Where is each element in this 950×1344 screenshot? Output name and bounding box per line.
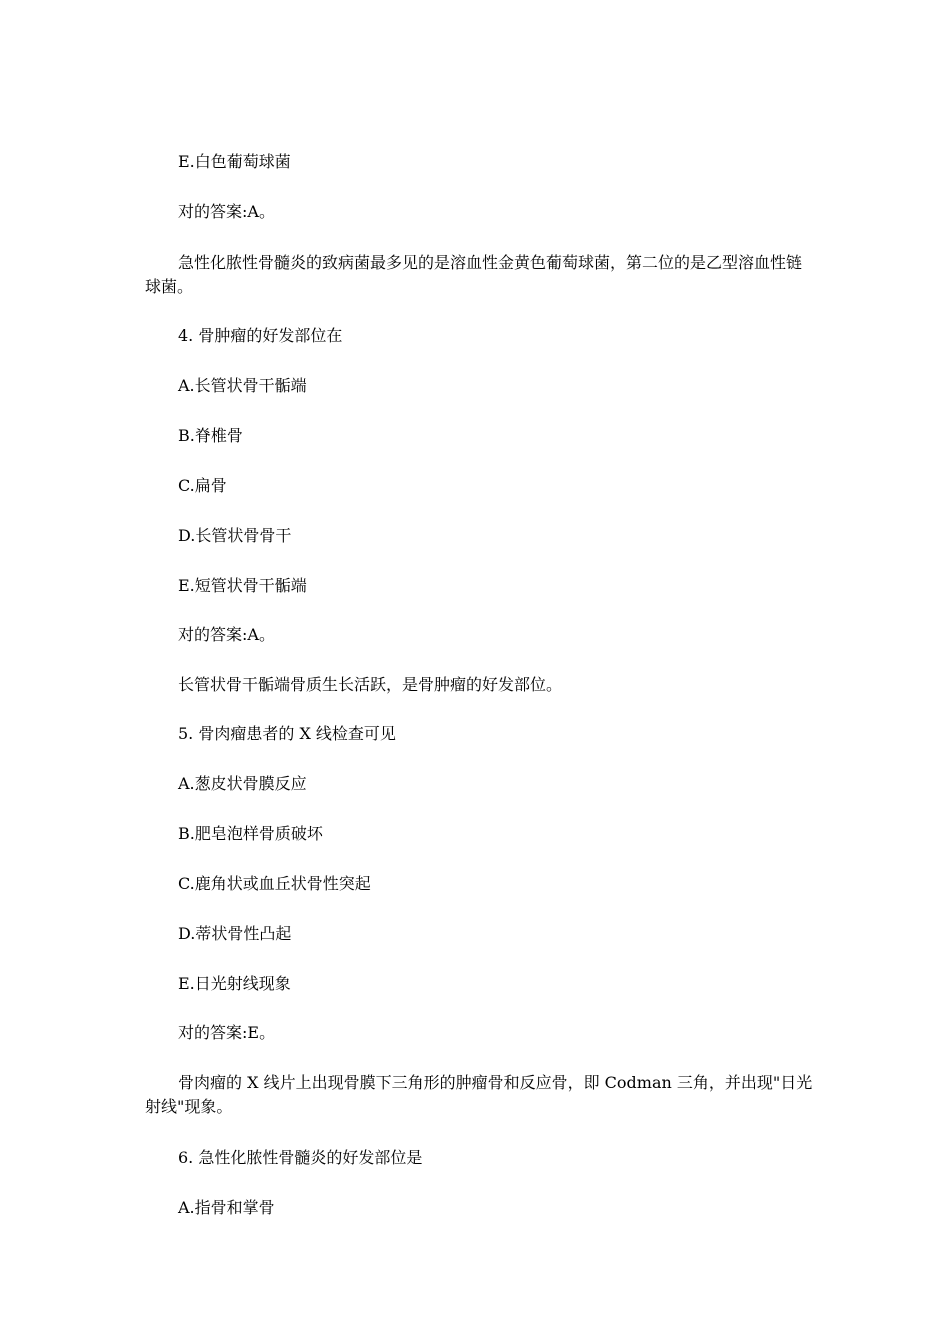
question-4: 4. 骨肿瘤的好发部位在: [178, 326, 343, 345]
answer-q3: 对的答案:A。: [178, 202, 275, 221]
explanation-q5: 骨肉瘤的 X 线片上出现骨膜下三角形的肿瘤骨和反应骨，即 Codman 三角，并出现"日光射线"现象。: [145, 1073, 813, 1116]
option-c-q4: C.扁骨: [178, 476, 227, 495]
answer-q5: 对的答案:E。: [178, 1023, 276, 1042]
option-e-q3: E.白色葡萄球菌: [178, 152, 291, 171]
answer-q4: 对的答案:A。: [178, 625, 275, 644]
option-a-q6: A.指骨和掌骨: [178, 1198, 275, 1217]
option-b-q4: B.脊椎骨: [178, 426, 243, 445]
explanation-q4: 长管状骨干骺端骨质生长活跃，是骨肿瘤的好发部位。: [178, 675, 563, 694]
option-d-q4: D.长管状骨骨干: [178, 526, 292, 545]
option-a-q4: A.长管状骨干骺端: [178, 376, 307, 395]
explanation-q3: 急性化脓性骨髓炎的致病菌最多见的是溶血性金黄色葡萄球菌，第二位的是乙型溶血性链球菌。: [145, 253, 803, 296]
question-6: 6. 急性化脓性骨髓炎的好发部位是: [178, 1148, 423, 1167]
option-b-q5: B.肥皂泡样骨质破坏: [178, 824, 323, 843]
option-a-q5: A.葱皮状骨膜反应: [178, 774, 307, 793]
option-e-q5: E.日光射线现象: [178, 974, 291, 993]
option-c-q5: C.鹿角状或血丘状骨性突起: [178, 874, 371, 893]
question-5: 5. 骨肉瘤患者的 X 线检查可见: [178, 724, 396, 743]
option-d-q5: D.蒂状骨性凸起: [178, 924, 292, 943]
option-e-q4: E.短管状骨干骺端: [178, 576, 307, 595]
